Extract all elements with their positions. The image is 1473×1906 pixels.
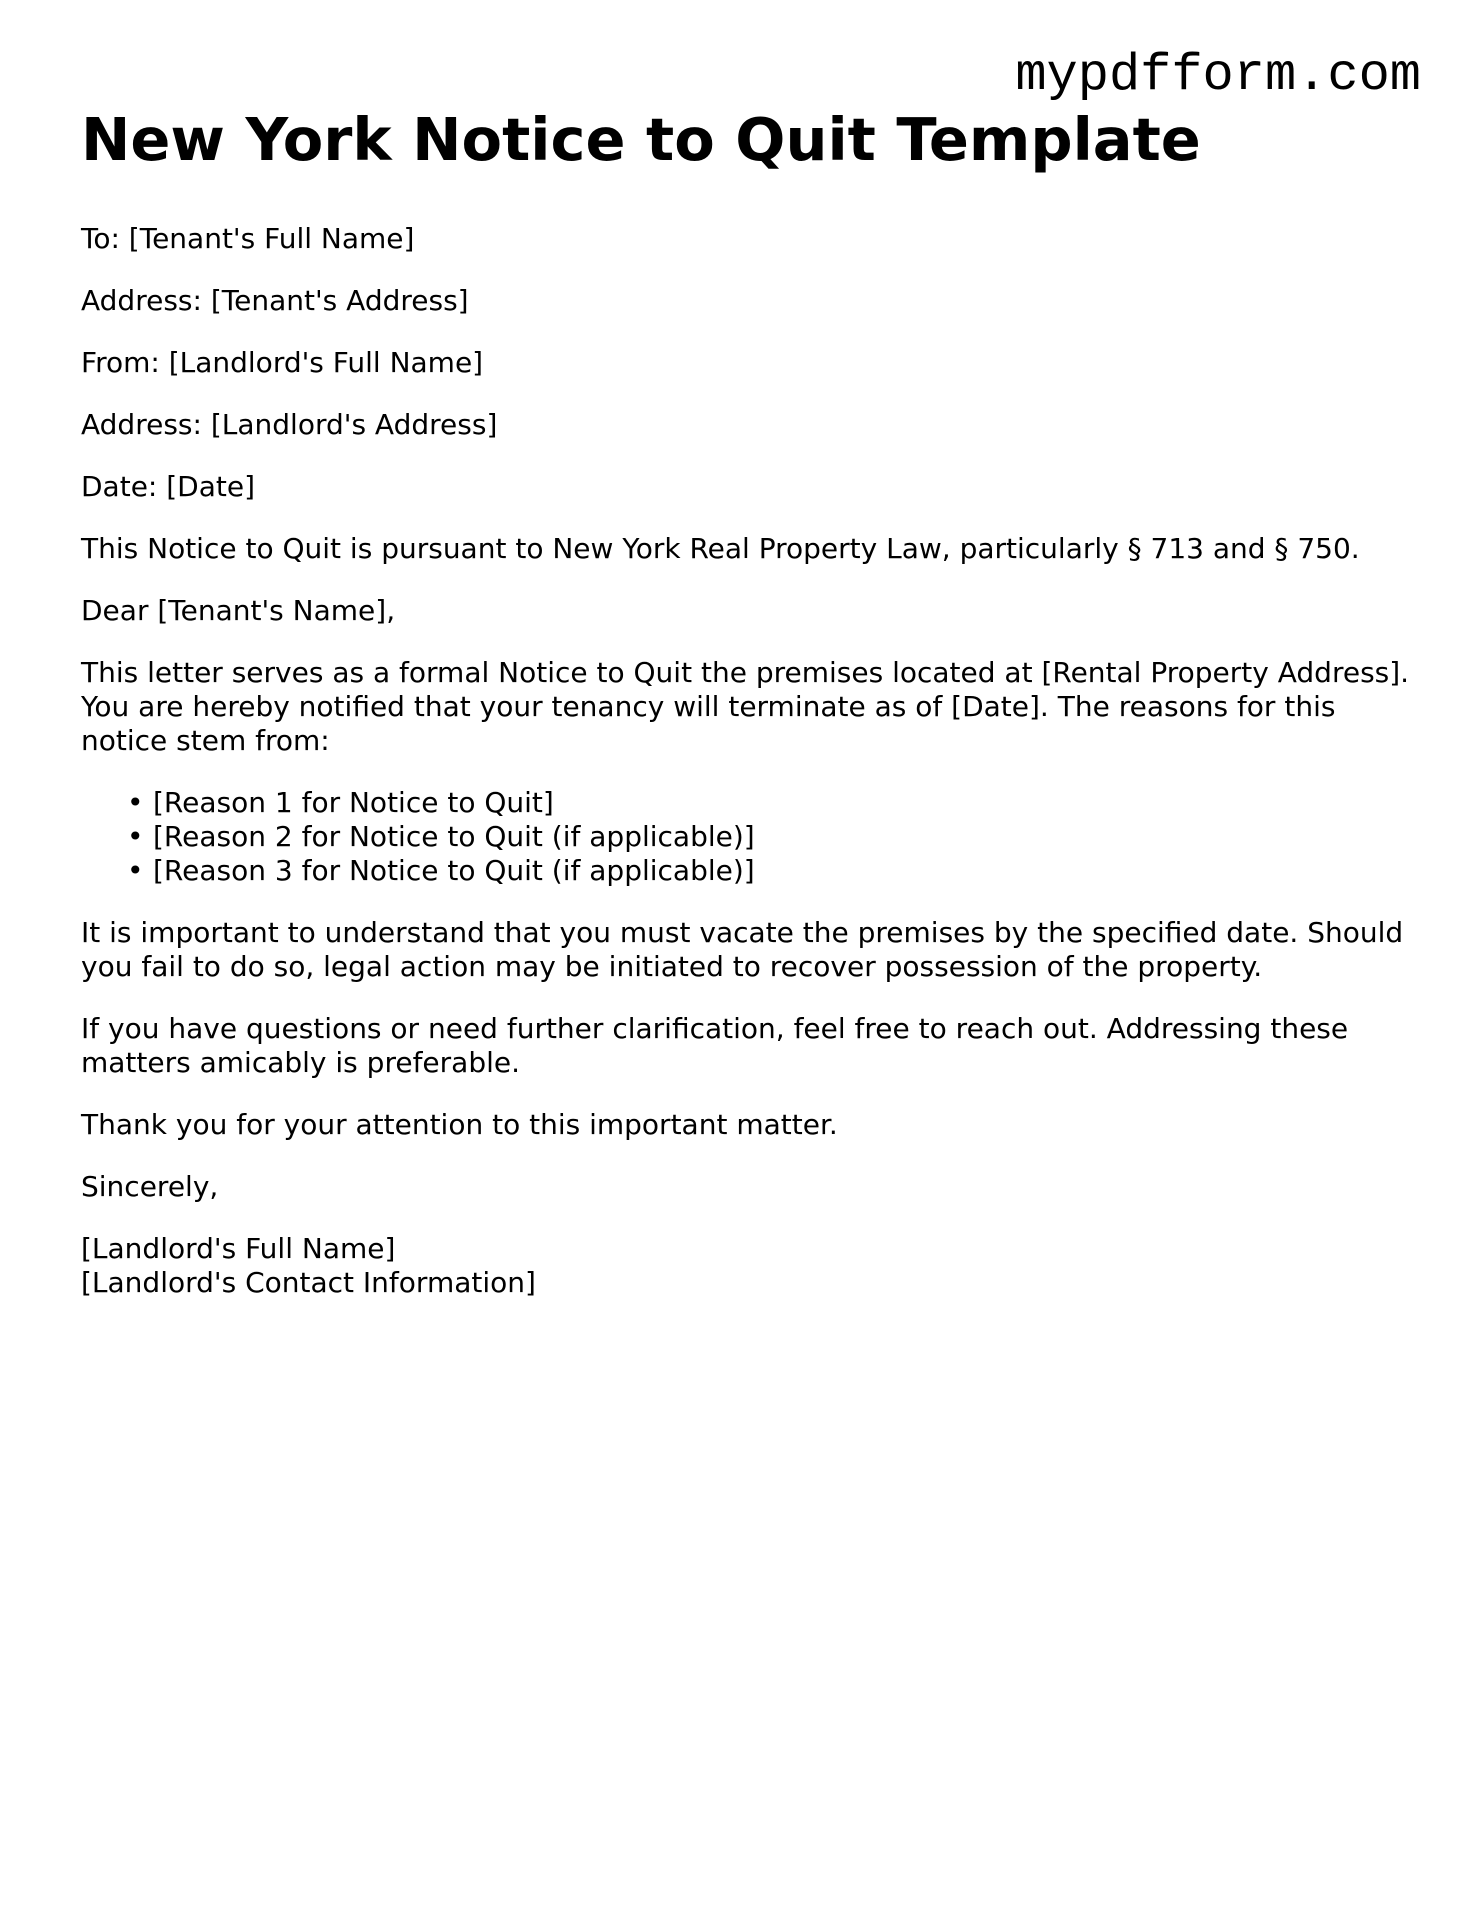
bullet-icon: • [127,854,144,887]
to-address-line: Address: [Tenant's Address] [81,284,469,317]
reason-text: [Reason 1 for Notice to Quit] [153,786,554,819]
date-line: Date: [Date] [81,470,256,503]
reason-text: [Reason 2 for Notice to Quit (if applicable)] [153,820,755,853]
to-line: To: [Tenant's Full Name] [81,222,415,255]
salutation: Dear [Tenant's Name], [81,594,396,627]
thanks-paragraph: Thank you for your attention to this important matter. [81,1108,838,1141]
reason-text: [Reason 3 for Notice to Quit (if applicable)] [153,854,755,887]
reasons-list [81,786,1411,888]
closing: Sincerely, [81,1170,219,1203]
page-title: New York Notice to Quit Template [81,105,1201,174]
notice-document [81,100,1411,1328]
from-address-line: Address: [Landlord's Address] [81,408,498,441]
list-item [127,786,1411,820]
questions-paragraph: If you have questions or need further clarification, feel free to reach out. Addressing these matters amicably is preferable. [81,1012,1349,1079]
pursuant-paragraph: This Notice to Quit is pursuant to New York Real Property Law, particularly § 713 and § 750. [81,532,1360,565]
signature-block [81,1232,1411,1300]
list-item [127,820,1411,854]
list-item [127,854,1411,888]
intro-paragraph: This letter serves as a formal Notice to Quit the premises located at [Rental Property Address]. You are hereby notified that your tenancy will terminate as of [Date]. The reasons for this notice stem from: [81,656,1410,757]
bullet-icon: • [127,786,144,819]
signature-name: [Landlord's Full Name] [81,1232,396,1265]
from-line: From: [Landlord's Full Name] [81,346,484,379]
bullet-icon: • [127,820,144,853]
signature-contact: [Landlord's Contact Information] [81,1266,536,1299]
watermark-site-name: mypdfform.com [1015,46,1421,105]
warning-paragraph: It is important to understand that you must vacate the premises by the specified date. Should you fail to do so, legal action may be initiated to recover possession of the property. [81,916,1404,983]
